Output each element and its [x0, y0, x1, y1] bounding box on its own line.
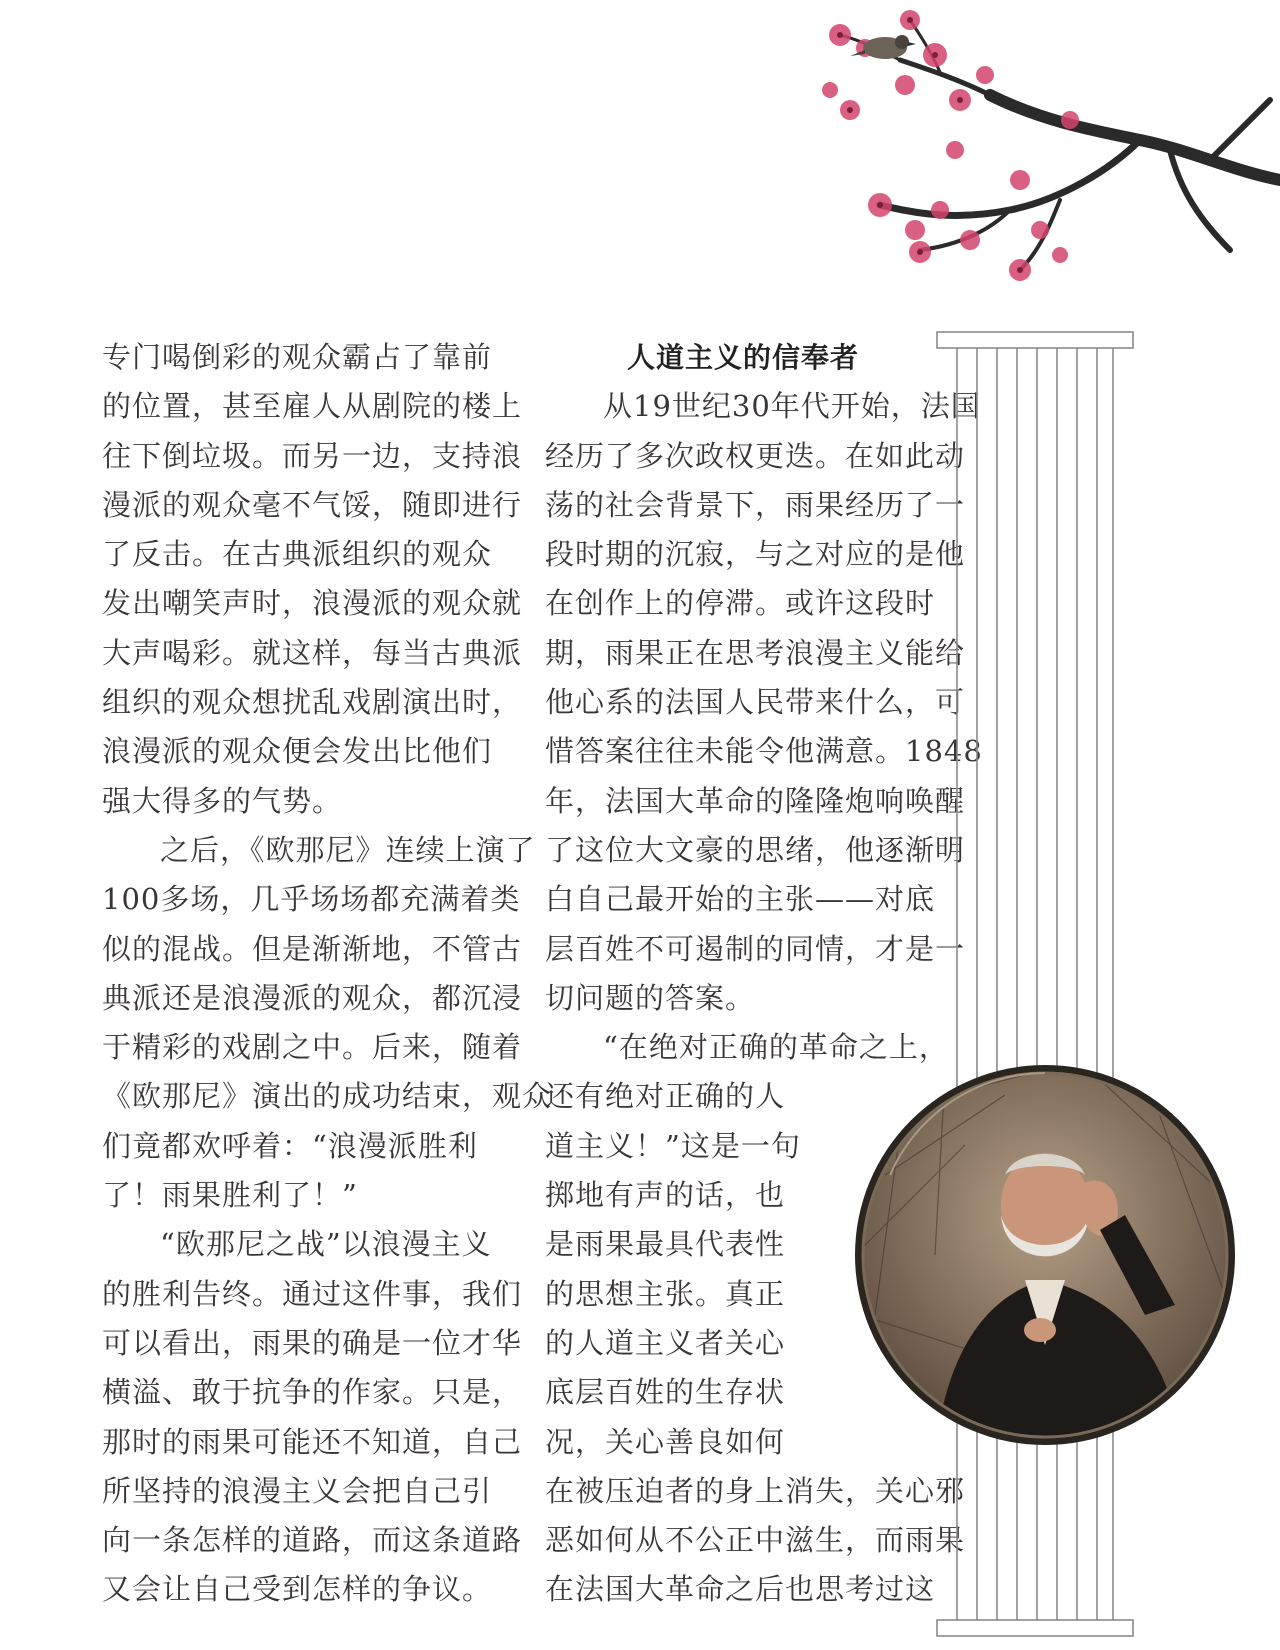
text-line: “欧那尼之战”以浪漫主义	[160, 1227, 492, 1262]
text-line: 组织的观众想扰乱戏剧演出时，	[102, 685, 523, 720]
text-line: 于精彩的戏剧之中。后来，随着	[102, 1030, 523, 1065]
text-line: 典派还是浪漫派的观众，都沉浸	[102, 980, 523, 1015]
text-line: 们竟都欢呼着：“浪漫派胜利	[102, 1128, 478, 1163]
text-line: 在法国大革命之后也思考过这	[545, 1572, 936, 1607]
plum-blossom-branch-illustration	[810, 0, 1280, 300]
text-line: 期，雨果正在思考浪漫主义能给	[545, 635, 966, 670]
text-line: 了这位大文豪的思绪，他逐渐明	[545, 832, 966, 867]
text-line: 在被压迫者的身上消失，关心邪	[545, 1473, 966, 1508]
text-line: 100多场，几乎场场都充满着类	[102, 882, 521, 917]
text-line: “在绝对正确的革命之上，	[603, 1030, 949, 1065]
text-line: 段时期的沉寂，与之对应的是他	[545, 537, 966, 572]
text-line: 道主义！”这是一句	[545, 1128, 801, 1163]
text-line: 浪漫派的观众便会发出比他们	[102, 734, 493, 769]
text-line: 之后，《欧那尼》连续上演了	[160, 832, 536, 867]
text-line: 他心系的法国人民带来什么，可	[545, 685, 966, 720]
text-line: 所坚持的浪漫主义会把自己引	[102, 1473, 493, 1508]
text-line: 还有绝对正确的人	[545, 1079, 786, 1114]
text-line: 是雨果最具代表性	[545, 1227, 786, 1262]
victor-hugo-portrait	[845, 1055, 1245, 1455]
text-line: 年，法国大革命的隆隆炮响唤醒	[545, 783, 966, 818]
text-line: 向一条怎样的道路，而这条道路	[102, 1523, 523, 1558]
left-text-column	[102, 333, 553, 1615]
text-line: 强大得多的气势。	[102, 783, 343, 818]
text-line: 的胜利告终。通过这件事，我们	[102, 1276, 523, 1311]
text-line: 可以看出，雨果的确是一位才华	[102, 1325, 523, 1360]
text-line: 况，关心善良如何	[545, 1424, 786, 1459]
text-line: 专门喝倒彩的观众霸占了靠前	[102, 340, 493, 374]
text-line: 白自己最开始的主张——对底	[545, 882, 936, 917]
text-line: 层百姓不可遏制的同情，才是一	[545, 931, 966, 966]
text-line: 了反击。在古典派组织的观众	[102, 537, 493, 572]
text-line: 荡的社会背景下，雨果经历了一	[545, 487, 966, 522]
text-line: 底层百姓的生存状	[545, 1375, 786, 1410]
text-line: 的人道主义者关心	[545, 1325, 786, 1360]
text-line: 大声喝彩。就这样，每当古典派	[102, 635, 523, 670]
text-line: 漫派的观众毫不气馁，随即进行	[102, 487, 523, 522]
text-line: 横溢、敢于抗争的作家。只是，	[102, 1375, 523, 1410]
section-heading: 人道主义的信奉者	[627, 341, 860, 374]
text-line: 往下倒垃圾。而另一边，支持浪	[102, 438, 523, 473]
text-line: 切问题的答案。	[545, 980, 756, 1015]
text-line: 的思想主张。真正	[545, 1276, 786, 1311]
text-line: 了！雨果胜利了！”	[102, 1178, 358, 1213]
text-line: 又会让自己受到怎样的争议。	[102, 1572, 493, 1607]
text-line: 掷地有声的话，也	[545, 1178, 786, 1213]
text-line: 惜答案往往未能令他满意。1848	[545, 734, 983, 769]
text-line: 从19世纪30年代开始，法国	[603, 389, 981, 424]
text-line: 恶如何从不公正中滋生，而雨果	[545, 1523, 966, 1558]
text-line: 似的混战。但是渐渐地，不管古	[102, 931, 523, 966]
text-line: 《欧那尼》演出的成功结束，观众	[102, 1079, 553, 1114]
text-line: 在创作上的停滞。或许这段时	[545, 586, 936, 621]
text-line: 发出嘲笑声时，浪漫派的观众就	[102, 586, 523, 621]
text-line: 经历了多次政权更迭。在如此动	[545, 438, 966, 473]
text-line: 那时的雨果可能还不知道，自己	[102, 1424, 523, 1459]
text-line: 的位置，甚至雇人从剧院的楼上	[102, 389, 523, 424]
